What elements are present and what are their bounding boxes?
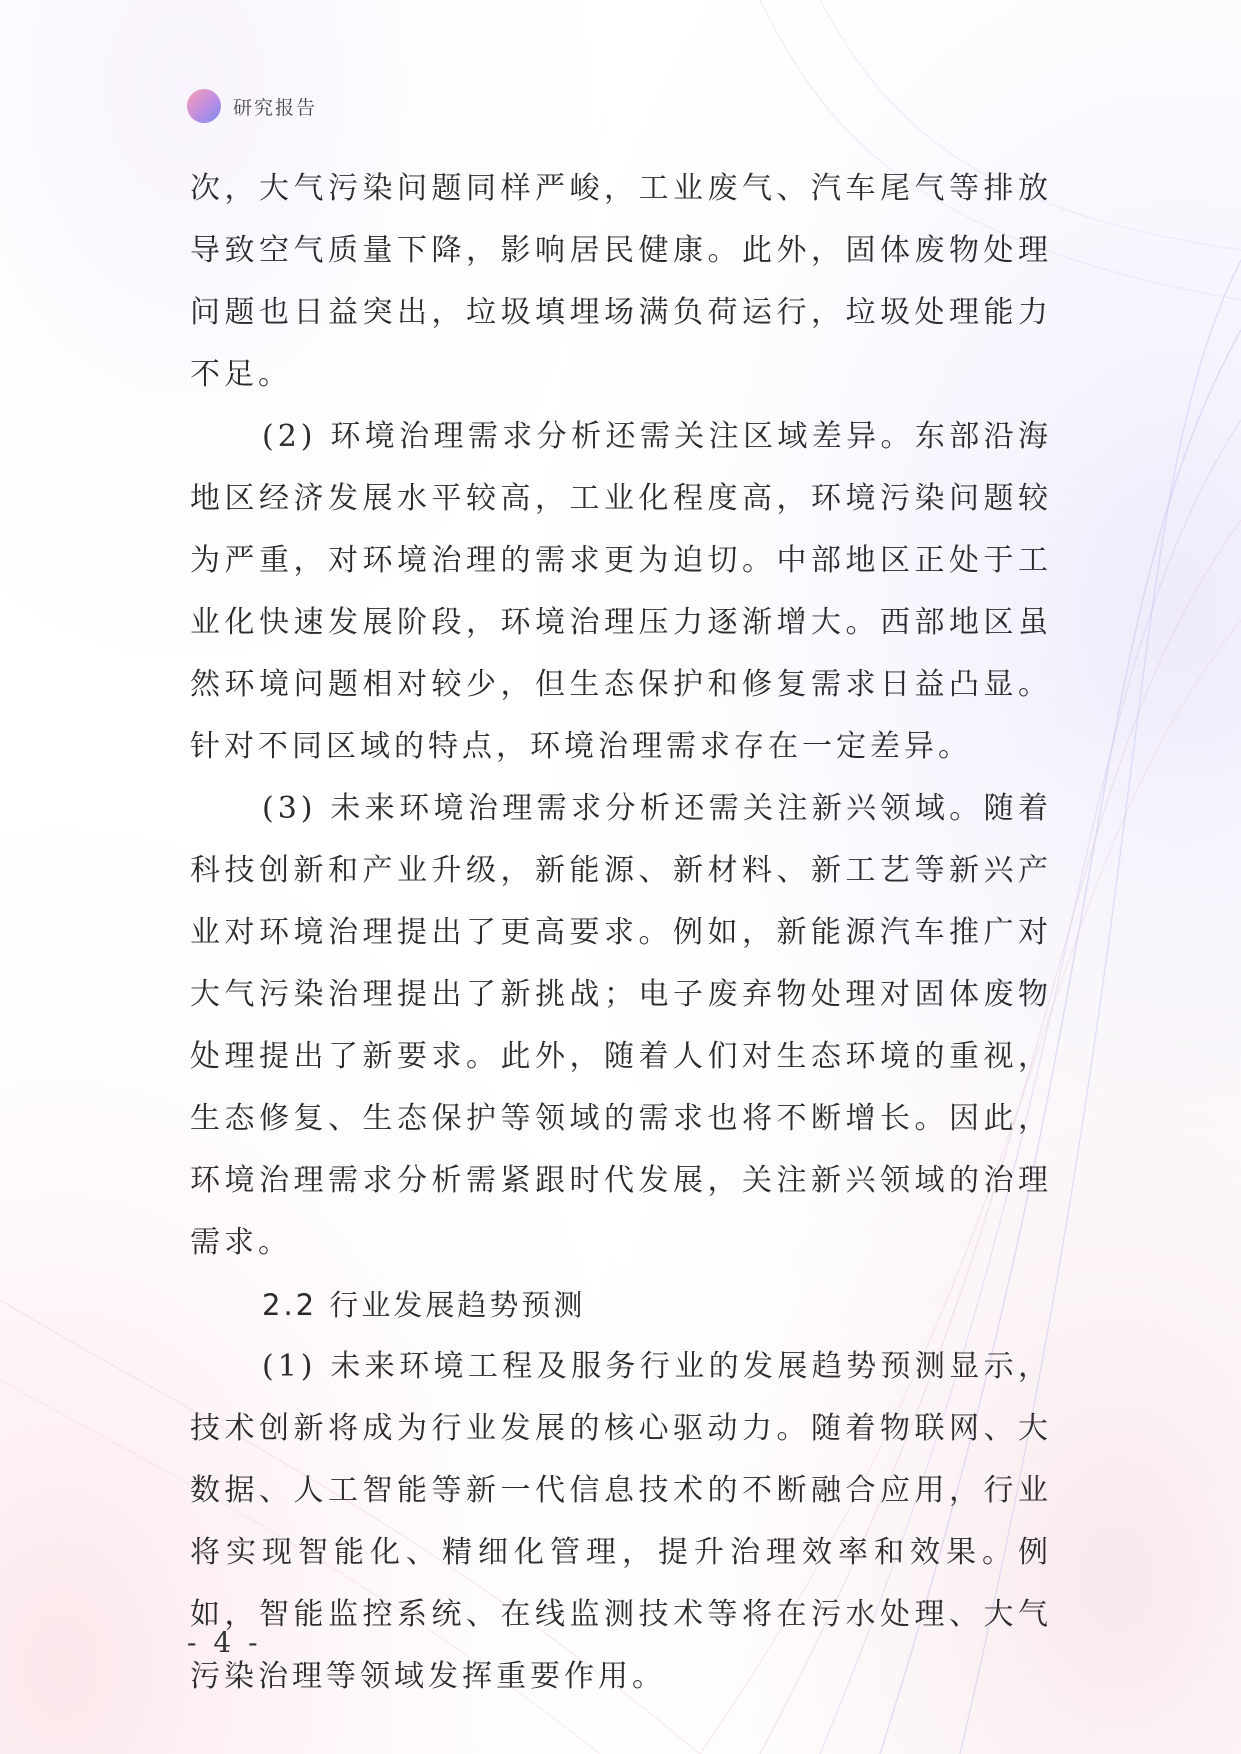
report-header <box>187 88 317 124</box>
paragraph-industry-trends: (1) 未来环境工程及服务行业的发展趋势预测显示，技术创新将成为行业发展的核心驱动力。随着物联网、大数据、人工智能等新一代信息技术的不断融合应用，行业将实现智能化、精细化管理，提升治理效率和效果。例如，智能监控系统、在线监测技术等将在污水处理、大气污染治理等领域发挥重要作用。 <box>190 1349 1052 1694</box>
report-logo-icon <box>187 89 221 123</box>
paragraph-regional-differences: (2) 环境治理需求分析还需关注区域差异。东部沿海地区经济发展水平较高，工业化程度高，环境污染问题较为严重，对环境治理的需求更为迫切。中部地区正处于工业化快速发展阶段，环境治理压力逐渐增大。西部地区虽然环境问题相对较少，但生态保护和修复需求日益凸显。针对不同区域的特点，环境治理需求存在一定差异。 <box>190 419 1052 764</box>
report-header-title: 研究报告 <box>233 96 318 119</box>
paragraph-continuation: 次，大气污染问题同样严峻，工业废气、汽车尾气等排放导致空气质量下降，影响居民健康。此外，固体废物处理问题也日益突出，垃圾填埋场满负荷运行，垃圾处理能力不足。 <box>190 171 1052 392</box>
document-body <box>190 158 1052 1708</box>
page-number: - 4 - <box>187 1626 262 1659</box>
paragraph-emerging-fields: (3) 未来环境治理需求分析还需关注新兴领域。随着科技创新和产业升级，新能源、新材料、新工艺等新兴产业对环境治理提出了更高要求。例如，新能源汽车推广对大气污染治理提出了新挑战；电子废弃物处理对固体废物处理提出了新要求。此外，随着人们对生态环境的重视，生态修复、生态保护等领域的需求也将不断增长。因此，环境治理需求分析需紧跟时代发展，关注新兴领域的治理需求。 <box>190 791 1052 1260</box>
section-heading: 2.2 行业发展趋势预测 <box>262 1288 586 1322</box>
